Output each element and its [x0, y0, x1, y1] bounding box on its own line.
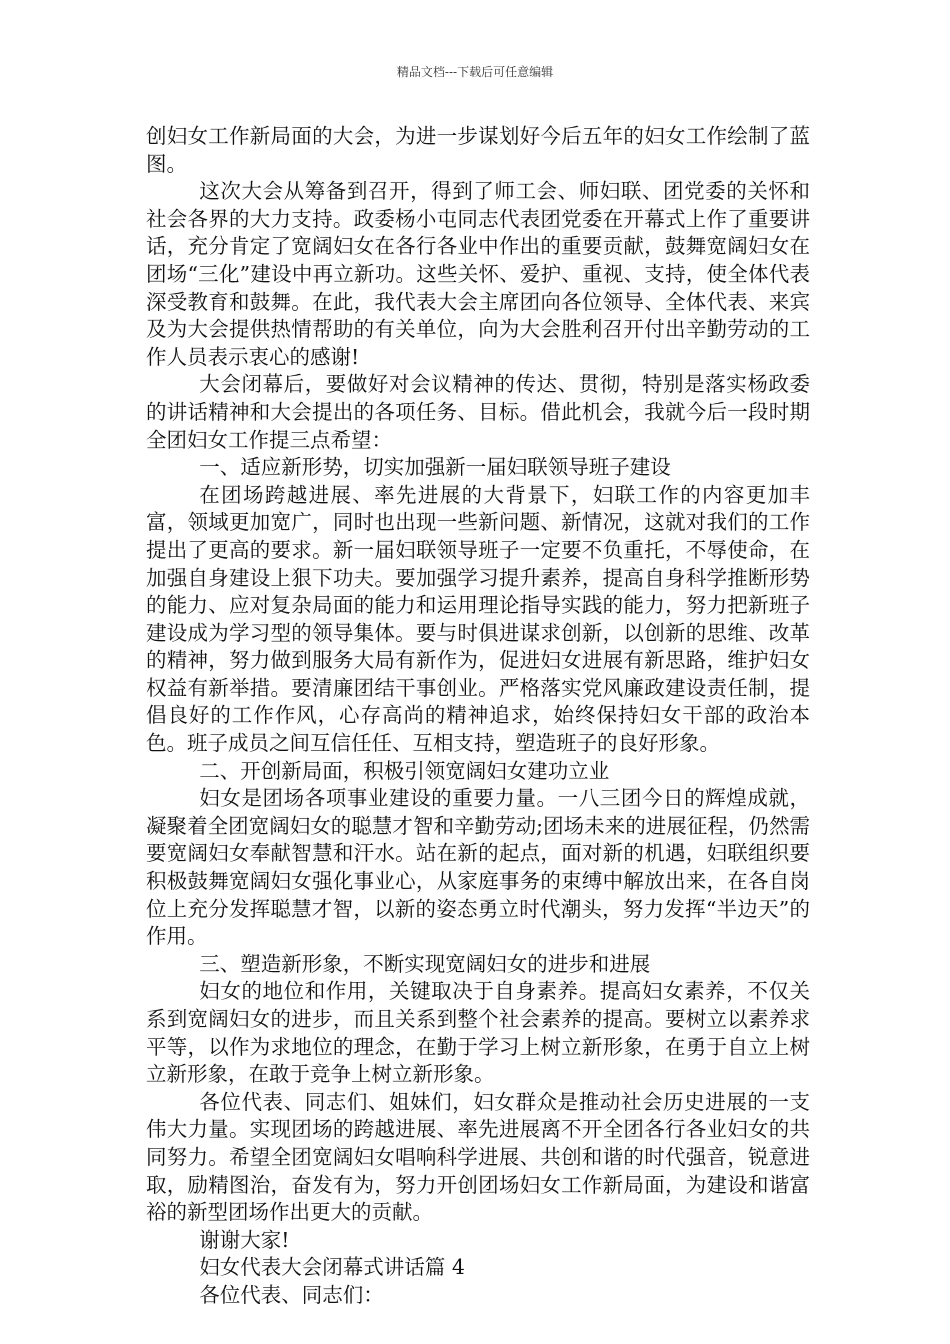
section-heading: 二、开创新局面，积极引领宽阔妇女建功立业	[199, 758, 610, 783]
article-title: 妇女代表大会闭幕式讲话篇 4	[199, 1255, 465, 1280]
section-heading: 一、适应新形势，切实加强新一届妇联领导班子建设	[199, 455, 671, 480]
paragraph: 这次大会从筹备到召开，得到了师工会、师妇联、团党委的关怀和社会各界的大力支持。政委杨小屯同志代表团党委在开幕式上作了重要讲话，充分肯定了宽阔妇女在各行各业中作出的重要贡献，鼓舞宽阔妇女在团场“三化”建设中再立新功。这些关怀、爱护、重视、支持，使全体代表深受教育和鼓舞。在此，我代表大会主席团向各位领导、全体代表、来宾及为大会提供热情帮助的有关单位，向为大会胜利召开付出辛勤劳动的工作人员表示衷心的感谢!	[146, 179, 810, 369]
salutation: 各位代表、同志们：	[199, 1282, 384, 1307]
paragraph: 在团场跨越进展、率先进展的大背景下，妇联工作的内容更加丰富，领域更加宽广，同时也出现一些新问题、新情况，这就对我们的工作提出了更高的要求。新一届妇联领导班子一定要不负重托，不辱使命，在加强自身建设上狠下功夫。要加强学习提升素养，提高自身科学推断形势的能力、应对复杂局面的能力和运用理论指导实践的能力，努力把新班子建设成为学习型的领导集体。要与时俱进谋求创新，以创新的思维、改革的精神，努力做到服务大局有新作为，促进妇女进展有新思路，维护妇女权益有新举措。要清廉团结干事创业。严格落实党风廉政建设责任制，提倡良好的工作作风，心存高尚的精神追求，始终保持妇女干部的政治本色。班子成员之间互信任任、互相支持，塑造班子的良好形象。	[146, 482, 810, 756]
section-heading: 三、塑造新形象，不断实现宽阔妇女的进步和进展	[199, 951, 651, 976]
closing-line: 谢谢大家!	[199, 1227, 290, 1252]
paragraph: 妇女是团场各项事业建设的重要力量。一八三团今日的辉煌成就，凝聚着全团宽阔妇女的聪慧才智和辛勤劳动;团场未来的进展征程，仍然需要宽阔妇女奉献智慧和汗水。站在新的起点，面对新的机遇，妇联组织要积极鼓舞宽阔妇女强化事业心，从家庭事务的束缚中解放出来，在各自岗位上充分发挥聪慧才智，以新的姿态勇立时代潮头，努力发挥“半边天”的作用。	[146, 786, 810, 949]
paragraph: 大会闭幕后，要做好对会议精神的传达、贯彻，特别是落实杨政委的讲话精神和大会提出的各项任务、目标。借此机会，我就今后一段时期全团妇女工作提三点希望：	[146, 372, 810, 452]
paragraph: 妇女的地位和作用，关键取决于自身素养。提高妇女素养，不仅关系到宽阔妇女的进步，而且关系到整个社会素养的提高。要树立以素养求平等，以作为求地位的理念，在勤于学习上树立新形象，在勇于自立上树立新形象，在敢于竞争上树立新形象。	[146, 979, 810, 1087]
page-header: 精品文档---下载后可任意编辑	[396, 65, 554, 79]
paragraph: 各位代表、同志们、姐妹们，妇女群众是推动社会历史进展的一支伟大力量。实现团场的跨越进展、率先进展离不开全团各行各业妇女的共同努力。希望全团宽阔妇女唱响科学进展、共创和谐的时代强音，锐意进取，励精图治，奋发有为，努力开创团场妇女工作新局面，为建设和谐富裕的新型团场作出更大的贡献。	[146, 1089, 810, 1225]
document-body	[146, 123, 810, 1310]
paragraph: 创妇女工作新局面的大会，为进一步谋划好今后五年的妇女工作绘制了蓝图。	[146, 124, 810, 176]
